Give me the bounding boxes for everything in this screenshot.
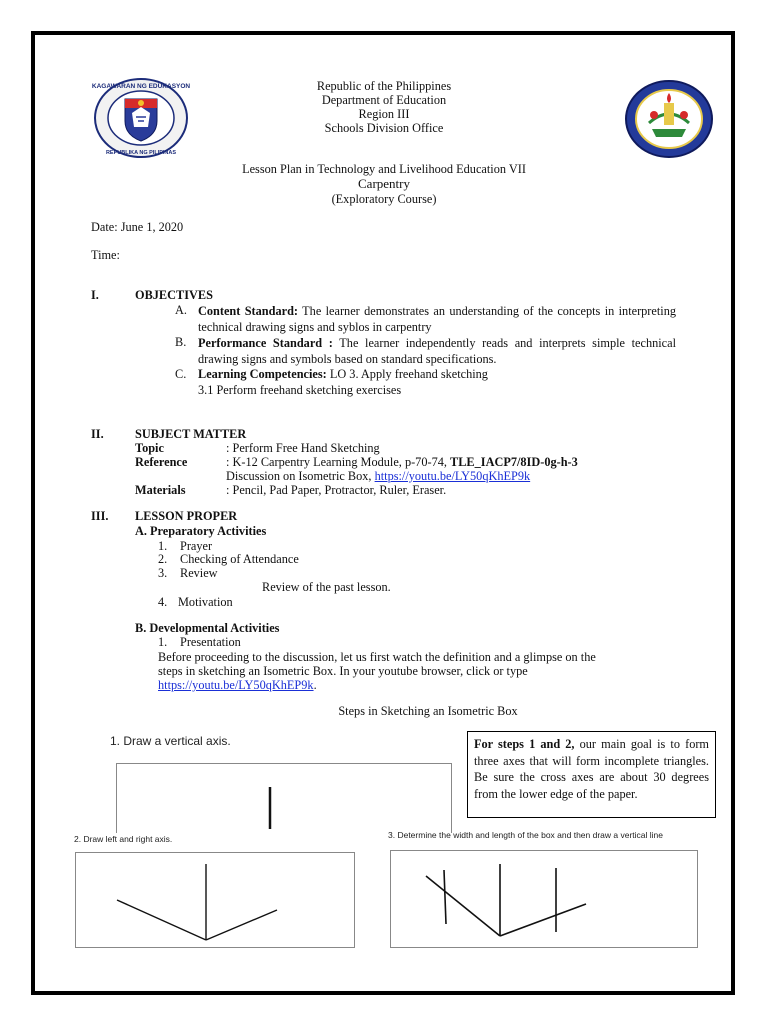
step2-label: 2. Draw left and right axis. bbox=[74, 834, 173, 844]
step2-axes-sketch bbox=[75, 852, 355, 948]
objective-c-sub: 3.1 Perform freehand sketching exercises bbox=[198, 383, 402, 397]
prep-item-3: Review bbox=[180, 566, 218, 580]
step3-box-sketch bbox=[390, 850, 698, 948]
reference-youtube-link[interactable]: https://youtu.be/LY50qKhEP9k bbox=[374, 469, 531, 483]
objective-c-letter: C. bbox=[175, 367, 187, 381]
objective-a bbox=[198, 303, 676, 335]
objective-a-text: The learner demonstrates an understanding of the concepts in interpreting technical drawing signs and syblos in carpentry bbox=[198, 304, 676, 334]
objectives-heading: OBJECTIVES bbox=[135, 288, 213, 302]
seal-bottom-text: REPUBLIKA NG PILIPINAS bbox=[105, 150, 177, 156]
prep-item-1-num: 1. bbox=[158, 539, 168, 553]
objectives-numeral: I. bbox=[91, 288, 99, 302]
header-department: Department of Education bbox=[321, 93, 447, 107]
deped-seal-logo bbox=[92, 77, 190, 159]
sdo-seal-logo bbox=[624, 79, 714, 159]
review-note: Review of the past lesson. bbox=[262, 580, 391, 594]
presentation-para-line3 bbox=[158, 678, 317, 692]
steps-note-text: our main goal is to form three axes that will form incomplete triangles. Be sure the cross axes are about 30 degrees from the lower edge of the paper. bbox=[474, 737, 709, 801]
reference-value bbox=[226, 455, 578, 469]
course-type: (Exploratory Course) bbox=[331, 192, 437, 206]
seal-top-text: KAGAWARAN NG EDUKASYON bbox=[92, 83, 190, 90]
objective-a-letter: A. bbox=[175, 303, 187, 317]
steps-note-box bbox=[467, 731, 716, 818]
reference-text: : K-12 Carpentry Learning Module, p-70-74, bbox=[226, 455, 447, 469]
presentation-para-line2: steps in sketching an Isometric Box. In your youtube browser, click or type bbox=[158, 664, 528, 678]
prep-item-3-num: 3. bbox=[158, 566, 168, 580]
subject-title: Carpentry bbox=[358, 176, 410, 191]
step1-label: 1. Draw a vertical axis. bbox=[110, 734, 231, 748]
reference-label: Reference bbox=[135, 455, 188, 469]
objective-b-letter: B. bbox=[175, 335, 187, 349]
preparatory-heading: A. Preparatory Activities bbox=[135, 524, 267, 538]
prep-item-2: Checking of Attendance bbox=[180, 552, 299, 566]
steps-caption: Steps in Sketching an Isometric Box bbox=[338, 704, 518, 718]
objective-c-label: Learning Competencies: bbox=[198, 367, 327, 381]
materials-label: Materials bbox=[135, 483, 186, 497]
date-label: Date: June 1, 2020 bbox=[91, 220, 184, 234]
objective-a-label: Content Standard: bbox=[198, 304, 299, 318]
presentation-para-line1: Before proceeding to the discussion, let us first watch the definition and a glimpse on the bbox=[158, 650, 596, 664]
step3-label: 3. Determine the width and length of the box and then draw a vertical line bbox=[388, 830, 664, 840]
lesson-title: Lesson Plan in Technology and Livelihood Education VII bbox=[242, 162, 526, 176]
topic-label: Topic bbox=[135, 441, 164, 455]
motivation-item: Motivation bbox=[178, 595, 233, 609]
objective-c-text: LO 3. Apply freehand sketching bbox=[329, 367, 488, 381]
lesson-proper-numeral: III. bbox=[91, 509, 109, 523]
presentation-item: Presentation bbox=[180, 635, 241, 649]
header-division: Schools Division Office bbox=[324, 121, 444, 135]
header-republic: Republic of the Philippines bbox=[316, 79, 452, 93]
reference-line2 bbox=[226, 469, 530, 483]
lesson-proper-heading: LESSON PROPER bbox=[135, 509, 238, 523]
materials-value: : Pencil, Pad Paper, Protractor, Ruler, Eraser. bbox=[226, 483, 447, 497]
topic-value: : Perform Free Hand Sketching bbox=[226, 441, 380, 455]
motivation-num: 4. bbox=[158, 595, 168, 609]
header-region: Region III bbox=[358, 107, 410, 121]
presentation-num: 1. bbox=[158, 635, 168, 649]
objective-b-label: Performance Standard : bbox=[198, 336, 333, 350]
reference-code: TLE_IACP7/8ID-0g-h-3 bbox=[450, 455, 578, 469]
objective-b-text: The learner independently reads and interprets simple technical drawing signs and symbols based on standard specifications. bbox=[198, 336, 676, 366]
presentation-youtube-link[interactable]: https://youtu.be/LY50qKhEP9k bbox=[158, 678, 314, 692]
objective-b bbox=[198, 335, 676, 367]
step1-vertical-axis-sketch bbox=[116, 763, 452, 833]
subject-matter-numeral: II. bbox=[91, 427, 104, 441]
steps-note-bold: For steps 1 and 2, bbox=[474, 737, 575, 751]
prep-item-2-num: 2. bbox=[158, 552, 168, 566]
developmental-heading: B. Developmental Activities bbox=[135, 621, 280, 635]
time-label: Time: bbox=[91, 248, 120, 262]
prep-item-1: Prayer bbox=[180, 539, 213, 553]
objective-c bbox=[198, 367, 488, 381]
reference-line2-text: Discussion on Isometric Box, bbox=[226, 469, 372, 483]
presentation-para-end: . bbox=[313, 678, 317, 692]
subject-matter-heading: SUBJECT MATTER bbox=[135, 427, 247, 441]
